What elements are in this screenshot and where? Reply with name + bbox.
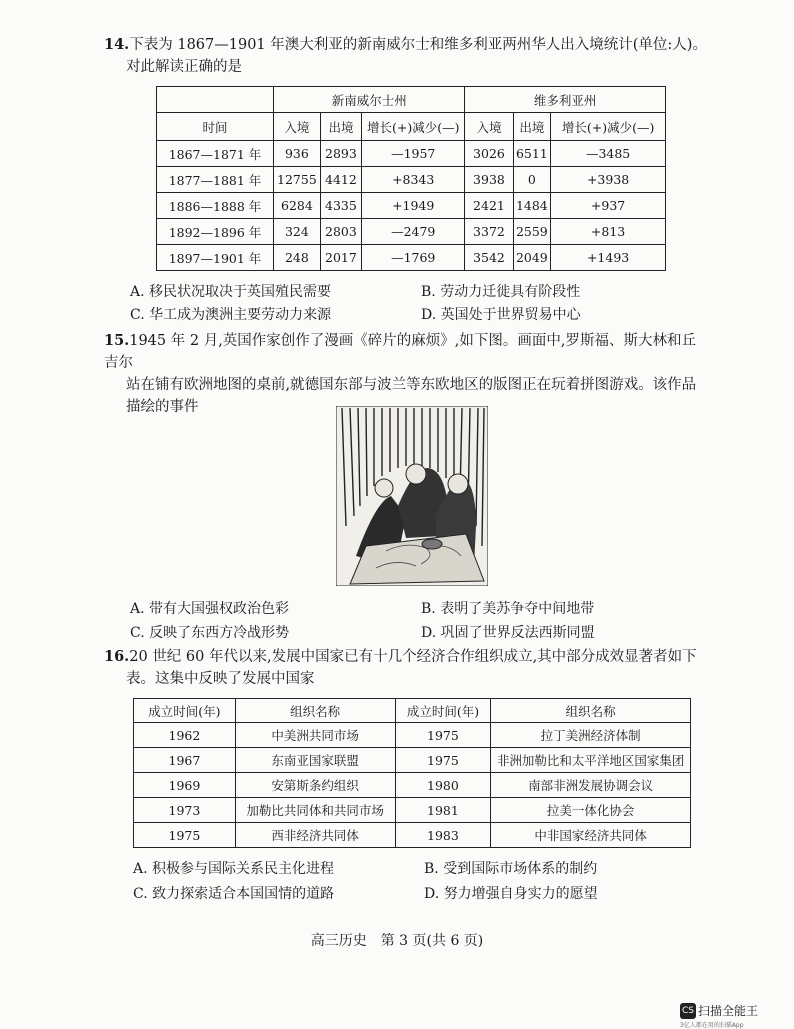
q15-number: 15. [104, 332, 130, 349]
q14-cell-time: 1892—1896 年 [157, 219, 274, 245]
q16-row [134, 723, 691, 748]
q14-cell-vic-change: +813 [551, 219, 666, 245]
q14-row [157, 141, 666, 167]
q14-cell-vic-change: —3485 [551, 141, 666, 167]
q14-header-nsw-change: 增长(+)减少(—) [362, 113, 465, 141]
cartoon-image [336, 406, 488, 586]
q14-cell-time: 1867—1871 年 [157, 141, 274, 167]
q16-cell-org: 东南亚国家联盟 [235, 748, 395, 773]
q16-table [133, 698, 691, 848]
q14-table [156, 86, 666, 271]
q16-cell-year: 1975 [134, 823, 236, 848]
q14-row [157, 245, 666, 271]
q14-cell-nsw-in: 324 [274, 219, 321, 245]
q14-cell-vic-out: 1484 [513, 193, 551, 219]
q14-header-vic-in: 入境 [465, 113, 513, 141]
q14-header-time: 时间 [157, 113, 274, 141]
q16-stem [104, 646, 704, 690]
q14-cell-vic-out: 2049 [513, 245, 551, 271]
scanner-watermark [680, 1000, 758, 1029]
q16-header-year-2: 成立时间(年) [395, 699, 491, 723]
q15-line2: 站在铺有欧洲地图的桌前,就德国东部与波兰等东欧地区的版图正在玩着拼图游戏。该作品 [126, 377, 697, 393]
q16-row [134, 748, 691, 773]
cs-logo-icon: CS [680, 1003, 696, 1019]
q14-header-vic-out: 出境 [513, 113, 551, 141]
q15-line3: 描绘的事件 [126, 399, 199, 415]
q14-cell-nsw-out: 4335 [320, 193, 361, 219]
q16-option-c[interactable]: C. 致力探索适合本国国情的道路 [133, 886, 335, 902]
q14-header-nsw-out: 出境 [320, 113, 361, 141]
q14-row [157, 193, 666, 219]
q14-row [157, 167, 666, 193]
q16-row [134, 773, 691, 798]
q16-row [134, 823, 691, 848]
q16-header-org-1: 组织名称 [235, 699, 395, 723]
q14-cell-vic-change: +1493 [551, 245, 666, 271]
q14-number: 14. [104, 36, 130, 53]
q14-cell-vic-in: 3372 [465, 219, 513, 245]
q16-row [134, 798, 691, 823]
q14-cell-nsw-out: 4412 [320, 167, 361, 193]
q14-corner-cell [157, 87, 274, 113]
q14-cell-vic-out: 6511 [513, 141, 551, 167]
q16-header-year-1: 成立时间(年) [134, 699, 236, 723]
q14-cell-vic-change: +3938 [551, 167, 666, 193]
q14-cell-time: 1877—1881 年 [157, 167, 274, 193]
q14-group-vic: 维多利亚州 [465, 87, 666, 113]
q14-cell-nsw-change: +1949 [362, 193, 465, 219]
q15-option-d[interactable]: D. 巩固了世界反法西斯同盟 [421, 625, 595, 641]
q16-option-b[interactable]: B. 受到国际市场体系的制约 [424, 861, 598, 877]
q16-option-a[interactable]: A. 积极参与国际关系民主化进程 [133, 861, 335, 877]
q16-option-d[interactable]: D. 努力增强自身实力的愿望 [424, 886, 598, 902]
q16-cell-org: 中美洲共同市场 [235, 723, 395, 748]
q14-cell-vic-out: 2559 [513, 219, 551, 245]
q15-line1: 1945 年 2 月,英国作家创作了漫画《碎片的麻烦》,如下图。画面中,罗斯福、斯大林和丘吉尔 [104, 333, 697, 371]
q14-cell-time: 1897—1901 年 [157, 245, 274, 271]
q16-cell-org: 加勒比共同体和共同市场 [235, 798, 395, 823]
q14-cell-vic-in: 3938 [465, 167, 513, 193]
q16-cell-year: 1975 [395, 723, 491, 748]
q14-option-b[interactable]: B. 劳动力迁徙具有阶段性 [421, 284, 581, 300]
q14-option-a[interactable]: A. 移民状况取决于英国殖民需要 [130, 284, 332, 300]
q14-option-d[interactable]: D. 英国处于世界贸易中心 [421, 307, 581, 323]
q16-line2: 表。这集中反映了发展中国家 [126, 671, 315, 687]
q14-row [157, 219, 666, 245]
q14-header-vic-change: 增长(+)减少(—) [551, 113, 666, 141]
q16-header-org-2: 组织名称 [491, 699, 691, 723]
q14-cell-nsw-change: —2479 [362, 219, 465, 245]
q16-cell-year: 1981 [395, 798, 491, 823]
q14-cell-vic-in: 3542 [465, 245, 513, 271]
q14-cell-nsw-out: 2803 [320, 219, 361, 245]
q14-cell-time: 1886—1888 年 [157, 193, 274, 219]
q15-option-c[interactable]: C. 反映了东西方冷战形势 [130, 625, 290, 641]
q15-option-a[interactable]: A. 带有大国强权政治色彩 [130, 601, 290, 617]
q14-cell-nsw-out: 2893 [320, 141, 361, 167]
q16-cell-org: 拉美一体化协会 [491, 798, 691, 823]
q14-cell-nsw-in: 12755 [274, 167, 321, 193]
q14-cell-nsw-out: 2017 [320, 245, 361, 271]
q14-line1: 下表为 1867—1901 年澳大利亚的新南威尔士和维多利亚两州华人出入境统计(单位:人)。 [129, 37, 707, 53]
q14-stem [104, 34, 707, 78]
q14-cell-vic-in: 3026 [465, 141, 513, 167]
q14-cell-nsw-change: —1957 [362, 141, 465, 167]
q14-cell-nsw-change: —1769 [362, 245, 465, 271]
q14-cell-vic-change: +937 [551, 193, 666, 219]
q16-cell-org: 南部非洲发展协调会议 [491, 773, 691, 798]
q14-group-nsw: 新南威尔士州 [274, 87, 465, 113]
q16-line1: 20 世纪 60 年代以来,发展中国家已有十几个经济合作组织成立,其中部分成效显著者如下 [129, 649, 697, 665]
q16-cell-year: 1962 [134, 723, 236, 748]
q14-header-nsw-in: 入境 [274, 113, 321, 141]
q14-cell-nsw-change: +8343 [362, 167, 465, 193]
q16-cell-org: 非洲加勒比和太平洋地区国家集团 [491, 748, 691, 773]
q14-line2: 对此解读正确的是 [126, 59, 242, 75]
q16-cell-org: 安第斯条约组织 [235, 773, 395, 798]
q16-cell-org: 拉丁美洲经济体制 [491, 723, 691, 748]
q16-cell-year: 1967 [134, 748, 236, 773]
q16-cell-org: 西非经济共同体 [235, 823, 395, 848]
q14-cell-nsw-in: 936 [274, 141, 321, 167]
q16-cell-year: 1983 [395, 823, 491, 848]
logo-name: 扫描全能王 [698, 1004, 759, 1018]
q14-cell-vic-out: 0 [513, 167, 551, 193]
page-footer: 高三历史 第 3 页(共 6 页) [310, 933, 484, 949]
q16-number: 16. [104, 648, 130, 665]
q14-cell-nsw-in: 248 [274, 245, 321, 271]
q14-option-c[interactable]: C. 华工成为澳洲主要劳动力来源 [130, 307, 332, 323]
q16-cell-org: 中非国家经济共同体 [491, 823, 691, 848]
q16-cell-year: 1969 [134, 773, 236, 798]
q14-cell-nsw-in: 6284 [274, 193, 321, 219]
q16-cell-year: 1975 [395, 748, 491, 773]
q14-cell-vic-in: 2421 [465, 193, 513, 219]
q16-cell-year: 1973 [134, 798, 236, 823]
q16-cell-year: 1980 [395, 773, 491, 798]
q15-stem [104, 330, 704, 418]
q15-option-b[interactable]: B. 表明了美苏争夺中间地带 [421, 601, 595, 617]
logo-subtitle: 3亿人都在用的扫描App [680, 1022, 744, 1029]
